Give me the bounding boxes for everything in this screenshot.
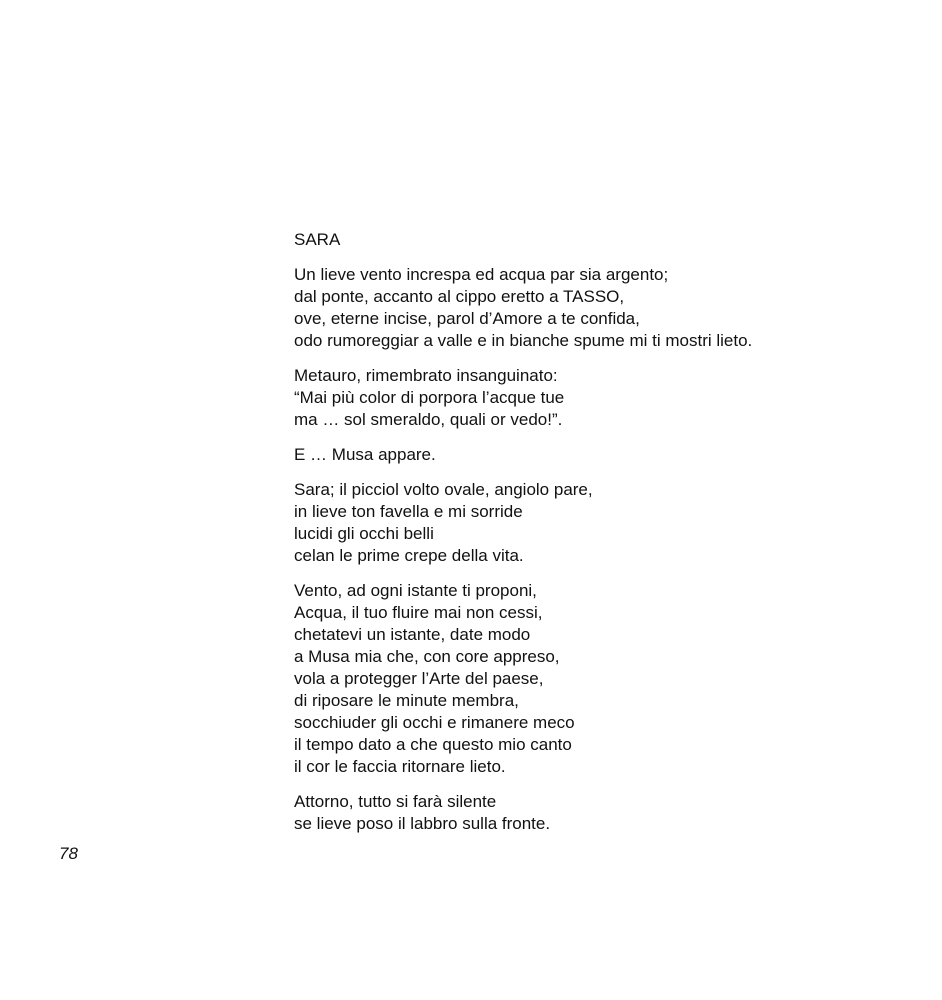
poem-line: socchiuder gli occhi e rimanere meco	[294, 713, 575, 732]
poem-line: chetatevi un istante, date modo	[294, 625, 531, 644]
stanza-3	[294, 444, 894, 466]
poem	[294, 229, 894, 848]
stanza-6	[294, 791, 894, 835]
stanza-1	[294, 264, 894, 352]
stanza-2	[294, 365, 894, 431]
poem-line: in lieve ton favella e mi sorride	[294, 502, 523, 521]
stanza-5	[294, 580, 894, 778]
poem-line: il tempo dato a che questo mio canto	[294, 735, 572, 754]
stanza-4	[294, 479, 894, 567]
poem-line: il cor le faccia ritornare lieto.	[294, 757, 506, 776]
poem-line: se lieve poso il labbro sulla fronte.	[294, 814, 551, 833]
poem-line: dal ponte, accanto al cippo eretto a TASSO,	[294, 287, 625, 306]
poem-line: lucidi gli occhi belli	[294, 524, 434, 543]
poem-line: ove, eterne incise, parol d’Amore a te confida,	[294, 309, 640, 328]
poem-line: Metauro, rimembrato insanguinato:	[294, 366, 558, 385]
poem-line: odo rumoreggiar a valle e in bianche spume mi ti mostri lieto.	[294, 331, 753, 350]
poem-line: Attorno, tutto si farà silente	[294, 792, 497, 811]
poem-line: di riposare le minute membra,	[294, 691, 519, 710]
page-number: 78	[59, 844, 78, 863]
poem-line: ma … sol smeraldo, quali or vedo!”.	[294, 410, 563, 429]
poem-line: E … Musa appare.	[294, 445, 436, 464]
poem-line: vola a protegger l’Arte del paese,	[294, 669, 544, 688]
poem-line: Acqua, il tuo fluire mai non cessi,	[294, 603, 543, 622]
poem-line: Vento, ad ogni istante ti proponi,	[294, 581, 537, 600]
poem-line: celan le prime crepe della vita.	[294, 546, 524, 565]
poem-line: “Mai più color di porpora l’acque tue	[294, 388, 565, 407]
poem-title: SARA	[294, 230, 341, 249]
poem-line: Un lieve vento increspa ed acqua par sia argento;	[294, 265, 669, 284]
poem-line: Sara; il picciol volto ovale, angiolo pare,	[294, 480, 593, 499]
poem-line: a Musa mia che, con core appreso,	[294, 647, 560, 666]
